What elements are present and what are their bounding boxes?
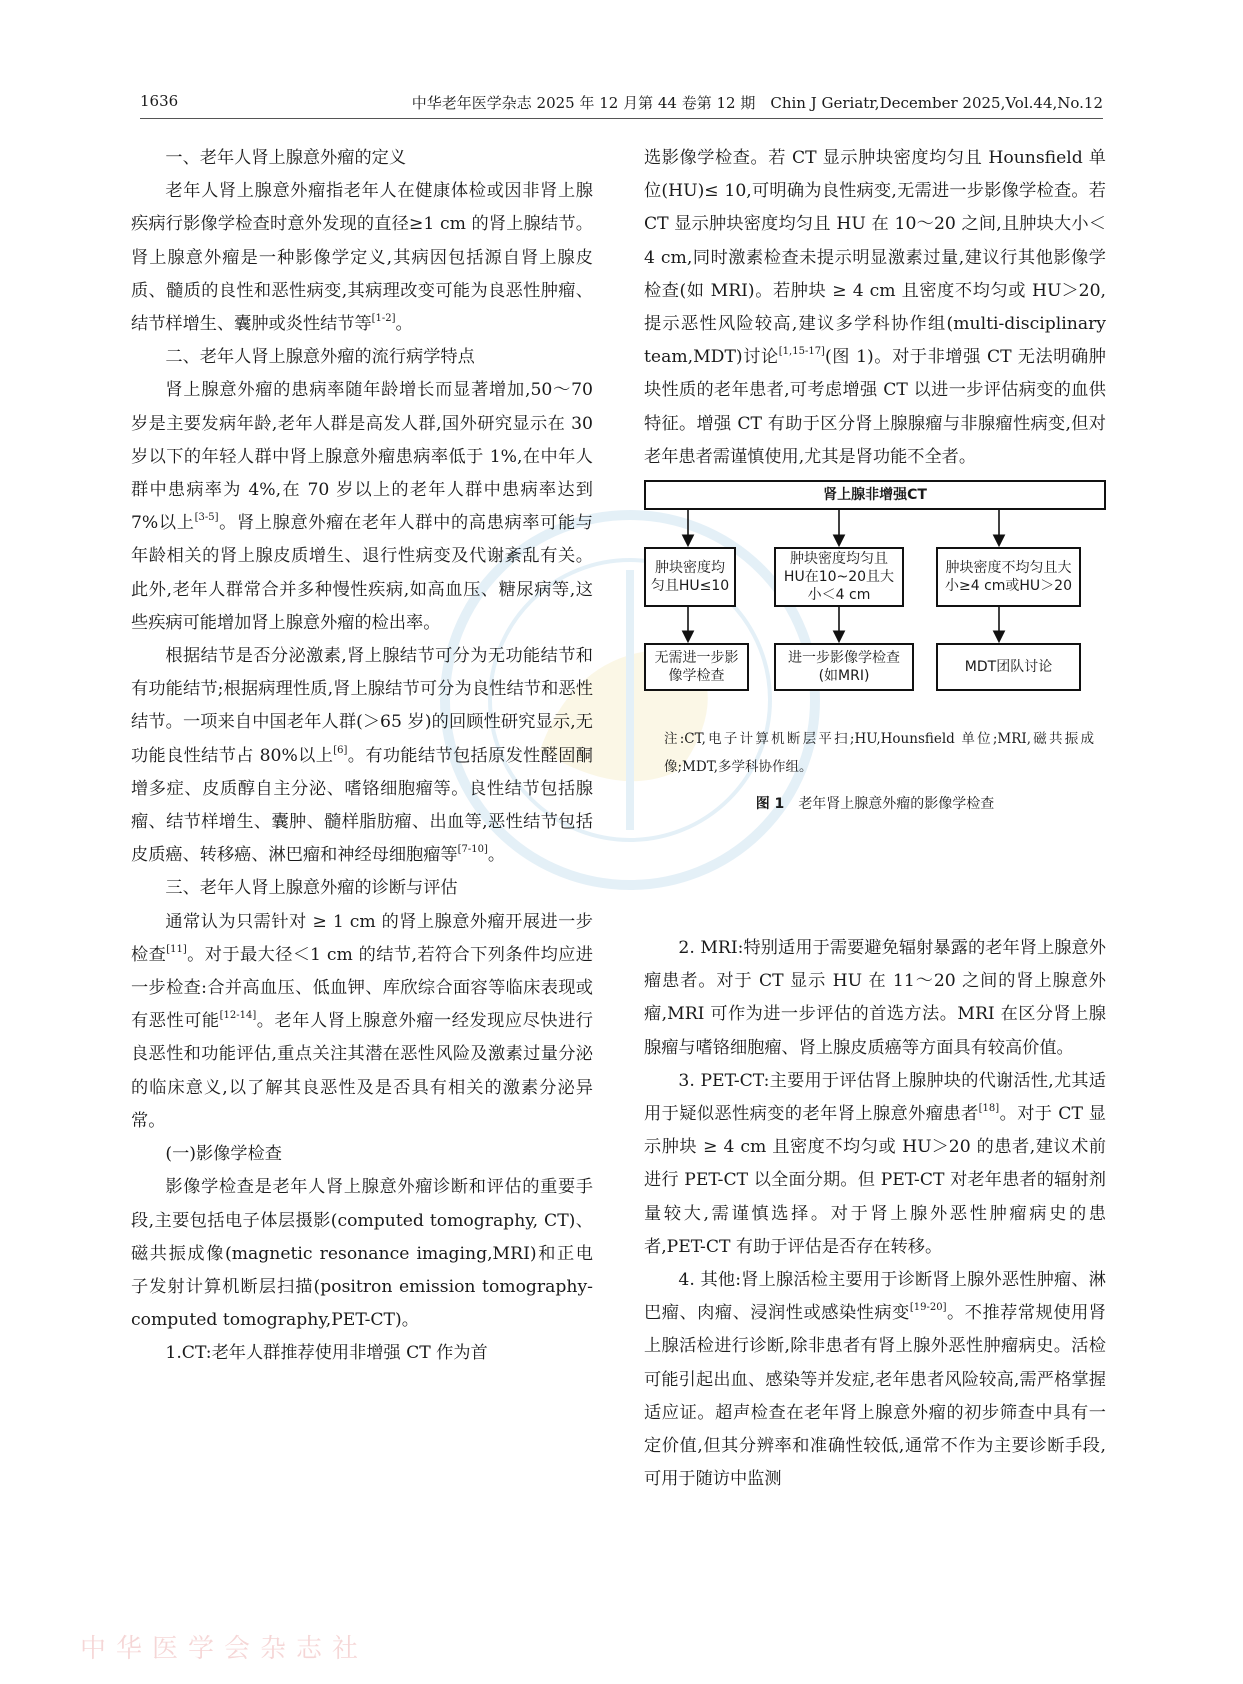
paragraph: 肾上腺意外瘤的患病率随年龄增长而显著增加,50～70 岁是主要发病年龄,老年人群是高发人群,国外研究显示在 30 岁以下的年轻人群中肾上腺意外瘤患病率低于 1%,在中年人群中患病率为 4%,在 70 岁以上的老年人群中患病率达到 7%以上[3-5]。肾上腺意外瘤在老年人群中的高患病率可能与年龄相关的肾上腺皮质增生、退行性病变及代谢紊乱有关。此外,老年人群常合并多种慢性疾病,如高血压、糖尿病等,这些疾病可能增加肾上腺意外瘤的检出率。 [131,380,593,633]
citation: [1,15-17] [778,346,825,358]
section-1-heading: 一、老年人肾上腺意外瘤的定义 [165,148,407,168]
section-2-heading: 二、老年人肾上腺意外瘤的流行病学特点 [165,347,475,368]
flow-box-no-further: 无需进一步影像学检查 [644,643,749,691]
flow-box-start: 肾上腺非增强CT [644,480,1106,510]
left-column [131,142,593,1371]
paragraph: 通常认为只需针对 ≥ 1 cm 的肾上腺意外瘤开展进一步检查[11]。对于最大径＜1 cm 的结节,若符合下列条件均应进一步检查:合并高血压、低血钾、库欣综合面容等临床表现或有恶性可能[12-14]。老年人肾上腺意外瘤一经发现应尽快进行良恶性和功能评估,重点关注其潜在恶性风险及激素过量分泌的临床意义,以了解其良恶性及是否具有相关的激素分泌异常。 [131,911,593,1131]
flow-box-mdt: MDT团队讨论 [936,643,1081,691]
paragraph: 2. MRI:特别适用于需要避免辐射暴露的老年肾上腺意外瘤患者。对于 CT 显示 HU 在 11～20 之间的肾上腺意外瘤,MRI 可作为进一步评估的首选方法。MRI 在区分肾上腺腺瘤与嗜铬细胞瘤、肾上腺皮质癌等方面具有较高价值。 [644,938,1106,1058]
flow-box-further-imaging: 进一步影像学检查(如MRI) [774,643,914,691]
paragraph: 1.CT:老年人群推荐使用非增强 CT 作为首 [165,1343,488,1364]
header-rule [140,118,1103,119]
citation: [1-2] [371,313,396,325]
paragraph: 选影像学检查。若 CT 显示肿块密度均匀且 Hounsfield 单位(HU)≤ 10,可明确为良性病变,无需进一步影像学检查。若 CT 显示肿块密度均匀且 HU 在 10～20 之间,且肿块大小＜4 cm,同时激素检查未提示明显激素过量,建议行其他影像学检查(如 MRI)。若肿块 ≥ 4 cm 且密度不均匀或 HU＞20,提示恶性风险较高,建议多学科协作组(multi-disciplinary team,MDT)讨论[1,15-17](图 1)。对于非增强 CT 无法明确肿块性质的老年患者,可考虑增强 CT 以进一步评估病变的血供特征。增强 CT 有助于区分肾上腺腺瘤与非腺瘤性病变,但对老年患者需谨慎使用,尤其是肾功能不全者。 [644,148,1106,467]
figure-1 [644,480,1106,920]
citation: [6] [333,744,348,756]
paragraph: 4. 其他:肾上腺活检主要用于诊断肾上腺外恶性肿瘤、淋巴瘤、肉瘤、浸润性或感染性病变[19-20]。不推荐常规使用肾上腺活检进行诊断,除非患者有肾上腺外恶性肿瘤病史。活检可能引起出血、感染等并发症,老年患者风险较高,需严格掌握适应证。超声检查在老年肾上腺意外瘤的初步筛查中具有一定价值,但其分辨率和准确性较低,通常不作为主要诊断手段,可用于随访中监测 [644,1270,1106,1490]
citation: [11] [166,943,187,955]
subsection-heading: (一)影像学检查 [165,1144,282,1165]
section-3-heading: 三、老年人肾上腺意外瘤的诊断与评估 [165,878,458,899]
running-head: 中华老年医学杂志 2025 年 12 月第 44 卷第 12 期 Chin J Geriatr,December 2025,Vol.44,No.12 [411,94,1103,112]
citation: [18] [978,1103,1000,1115]
paragraph: 根据结节是否分泌激素,肾上腺结节可分为无功能结节和有功能结节;根据病理性质,肾上腺结节可分为良性结节和恶性结节。一项来自中国老年人群(＞65 岁)的回顾性研究显示,无功能良性结节占 80%以上[6]。有功能结节包括原发性醛固酮增多症、皮质醇自主分泌、嗜铬细胞瘤等。良性结节包括腺瘤、结节样增生、囊肿、髓样脂肪瘤、出血等,恶性结节包括皮质癌、转移癌、淋巴瘤和神经母细胞瘤等[7-10]。 [131,646,593,866]
citation: [7-10] [457,844,488,856]
citation: [19-20] [909,1302,947,1314]
citation: [3-5] [194,512,219,524]
flow-box-uniform-mid: 肿块密度均匀且HU在10~20且大小＜4 cm [774,547,904,607]
page-header [140,92,1103,116]
citation: [12-14] [219,1010,257,1022]
flow-box-uniform-low: 肿块密度均匀且HU≤10 [644,547,736,607]
paragraph: 老年人肾上腺意外瘤指老年人在健康体检或因非肾上腺疾病行影像学检查时意外发现的直径≥1 cm 的肾上腺结节。肾上腺意外瘤是一种影像学定义,其病因包括源自肾上腺皮质、髓质的良性和恶性病变,其病理改变可能为良恶性肿瘤、结节样增生、囊肿或炎性结节等[1-2]。 [131,181,593,335]
flow-box-heterogeneous: 肿块密度不均匀且大小≥4 cm或HU＞20 [936,547,1081,607]
figure-note: 注:CT,电子计算机断层平扫;HU,Hounsfield 单位;MRI,磁共振成像;MDT,多学科协作组。 [664,731,1094,776]
figure-caption: 图 1 老年肾上腺意外瘤的影像学检查 [755,796,995,813]
paragraph: 3. PET-CT:主要用于评估肾上腺肿块的代谢活性,尤其适用于疑似恶性病变的老年肾上腺意外瘤患者[18]。对于 CT 显示肿块 ≥ 4 cm 且密度不均匀或 HU＞20 的患者,建议术前进行 PET-CT 以全面分期。但 PET-CT 对老年患者的辐射剂量较大,需谨慎选择。对于肾上腺外恶性肿瘤病史的患者,PET-CT 有助于评估是否存在转移。 [644,1070,1106,1257]
right-column [644,142,1106,1496]
publisher-watermark: 中华医学会杂志社 [80,1634,369,1664]
page-number: 1636 [140,92,179,110]
paragraph: 影像学检查是老年人肾上腺意外瘤诊断和评估的重要手段,主要包括电子体层摄影(computed tomography, CT)、磁共振成像(magnetic resonance imaging,MRI)和正电子发射计算机断层扫描(positron emission tomography-computed tomography,PET-CT)。 [131,1177,593,1331]
